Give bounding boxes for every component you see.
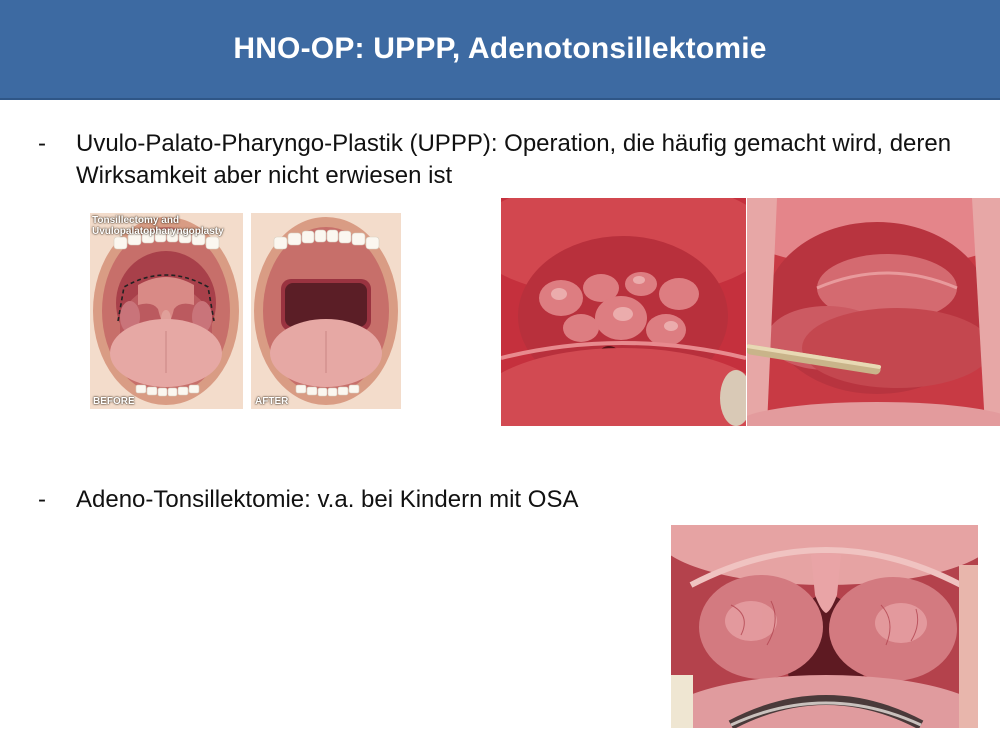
bullet-marker: -: [38, 486, 46, 513]
bullet-text: Uvulo-Palato-Pharyngo-Plastik (UPPP): Operation, die häufig gemacht wird, deren Wirksamkeit aber nicht erwiesen ist: [76, 130, 952, 189]
illustration-after: [251, 213, 401, 409]
title-bar: [0, 0, 1000, 100]
bullet-marker: -: [38, 130, 46, 157]
bullet-adenotonsillectomy: [38, 484, 738, 518]
after-label: AFTER: [255, 396, 289, 407]
before-label: BEFORE: [93, 396, 135, 407]
photo-enlarged-tonsils: [671, 525, 978, 728]
slide-title: HNO-OP: UPPP, Adenotonsillektomie: [233, 32, 767, 65]
photo-uppp-postop-1: [501, 198, 746, 426]
illustration-before: [90, 213, 243, 409]
bullet-uppp: [38, 128, 958, 198]
illustration-caption-line2: Uvulopalatopharyngoplasty: [92, 226, 224, 237]
bullet-text: Adeno-Tonsillektomie: v.a. bei Kindern mit OSA: [76, 486, 579, 513]
photo-uppp-postop-2: [747, 198, 1000, 426]
illustration-caption-line1: Tonsillectomy and: [92, 215, 180, 226]
